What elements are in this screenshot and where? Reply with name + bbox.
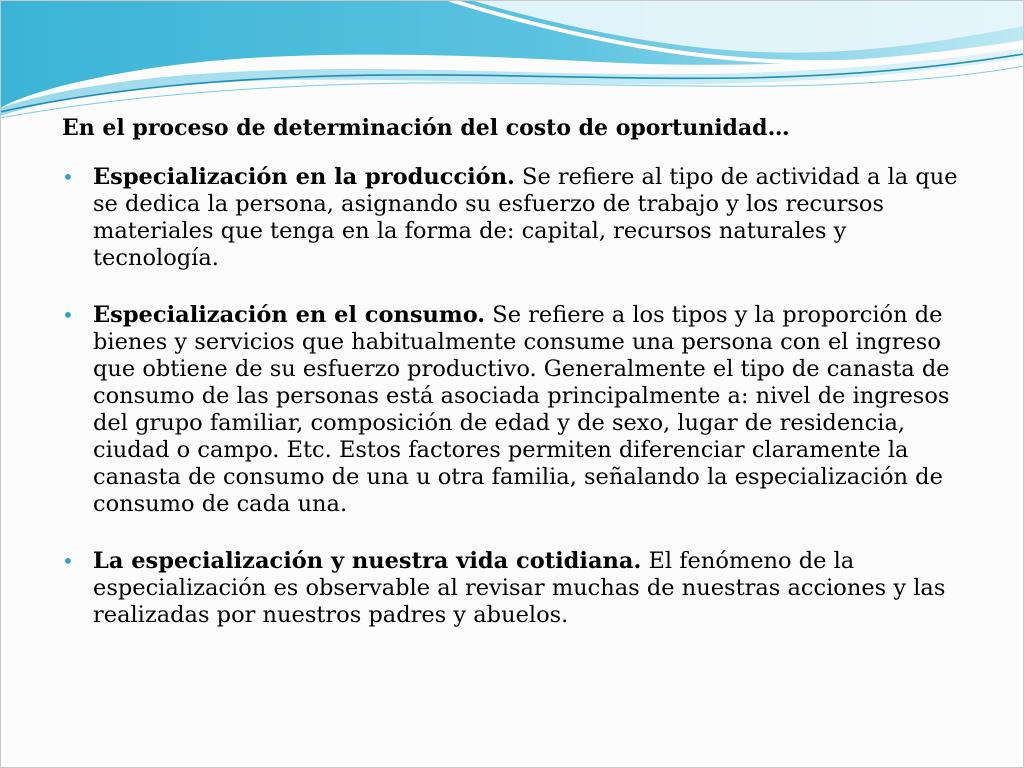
decorative-wave-header bbox=[0, 0, 1024, 130]
bullet-text: Se refiere al tipo de actividad a la que se dedica la persona, asignando su esfuerzo de trabajo y los recursos materiales que tenga en la forma de: capital, recursos naturales y tecnología. bbox=[93, 164, 958, 271]
bullet-lead: La especialización y nuestra vida cotidiana. bbox=[93, 548, 642, 574]
bullet-list bbox=[62, 164, 972, 629]
bullet-dot-icon: • bbox=[62, 549, 74, 573]
slide-intro-heading: En el proceso de determinación del costo de oportunidad… bbox=[62, 115, 790, 141]
bullet-item-consumption bbox=[62, 302, 972, 518]
bullet-item-production bbox=[62, 164, 972, 272]
slide-content bbox=[62, 112, 972, 659]
bullet-lead: Especialización en el consumo. bbox=[93, 302, 486, 328]
bullet-item-daily-life bbox=[62, 548, 972, 629]
bullet-dot-icon: • bbox=[62, 303, 74, 327]
bullet-lead: Especialización en la producción. bbox=[93, 164, 515, 190]
bullet-text: El fenómeno de la especialización es observable al revisar muchas de nuestras acciones y las realizadas por nuestros padres y abuelos. bbox=[93, 548, 946, 628]
bullet-dot-icon: • bbox=[62, 165, 74, 189]
bullet-text: Se refiere a los tipos y la proporción de bienes y servicios que habitualmente consume una persona con el ingreso que obtiene de su esfuerzo productivo. Generalmente el tipo de canasta de consumo de las personas está asociada principalmente a: nivel de ingresos del grupo familiar, composición de edad y de sexo, lugar de residencia, ciudad o campo. Etc. Estos factores permiten diferenciar claramente la canasta de consumo de una u otra familia, señalando la especialización de consumo de cada una. bbox=[93, 302, 950, 517]
